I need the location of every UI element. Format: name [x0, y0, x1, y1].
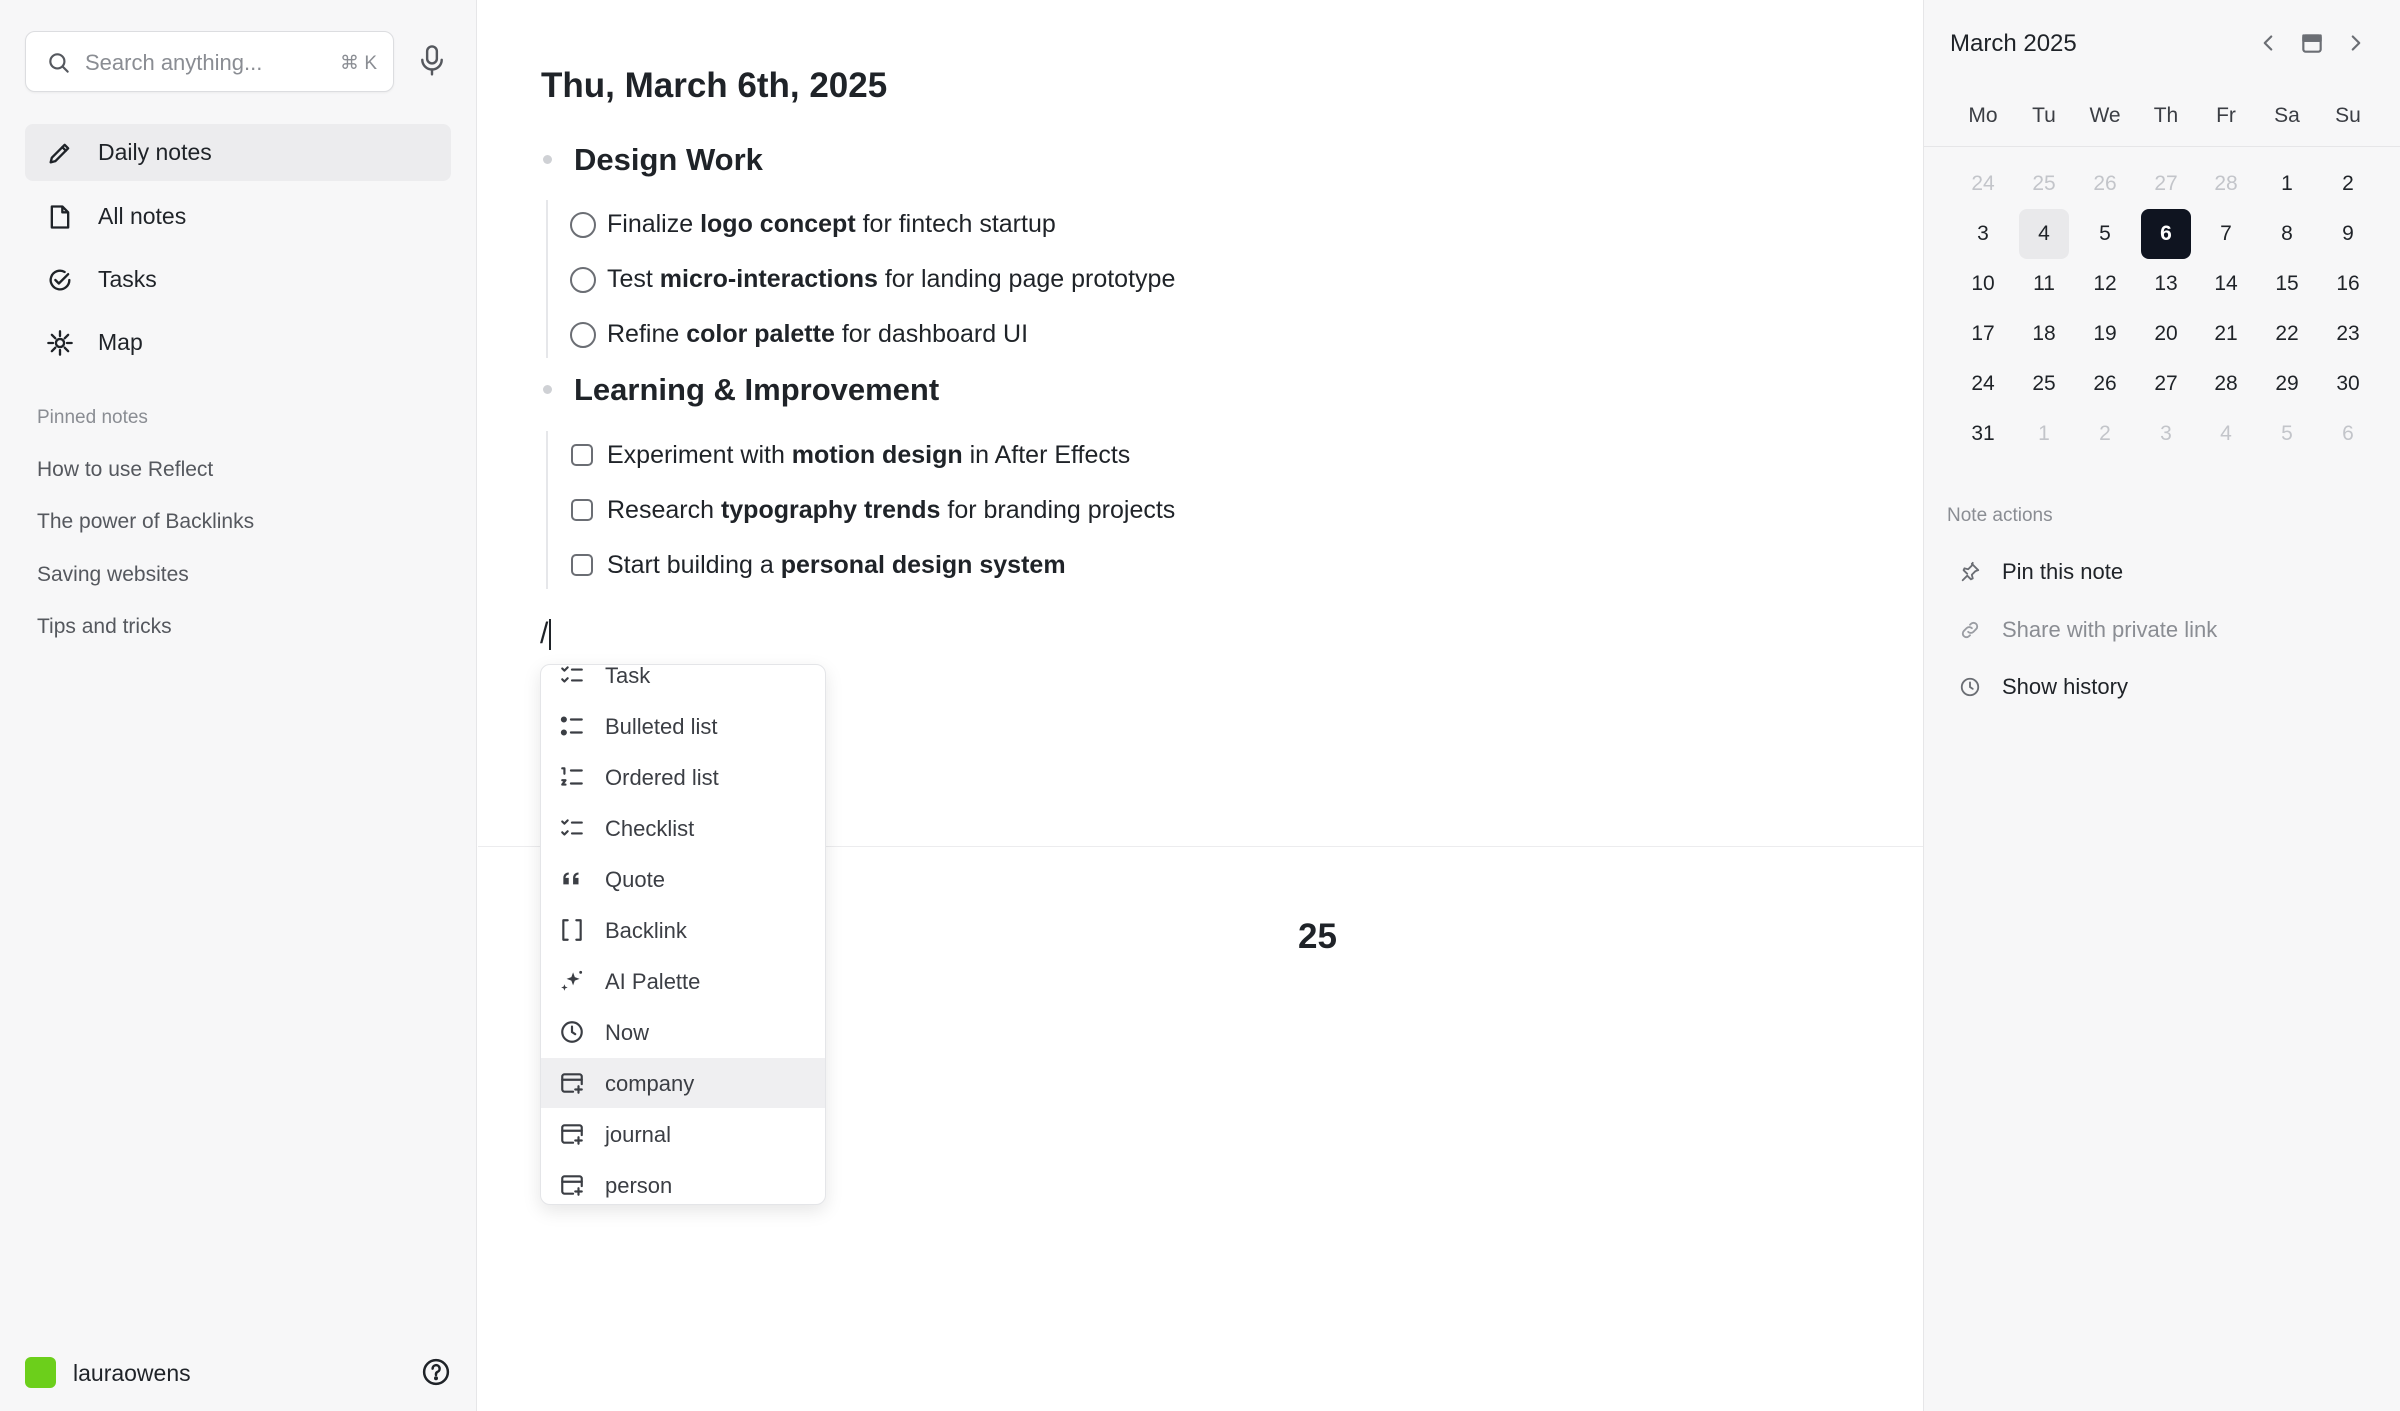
calendar-day[interactable]: 23	[2336, 322, 2360, 345]
sidebar-item-map[interactable]	[25, 314, 451, 371]
note-action-label: Show history	[2002, 674, 2128, 699]
calendar-day[interactable]: 24	[1971, 172, 1995, 195]
sidebar-item-label: Map	[98, 329, 143, 355]
menu-item-quote[interactable]	[541, 854, 826, 904]
chevron-left-icon[interactable]	[2255, 30, 2281, 56]
calendar-day[interactable]: 14	[2214, 272, 2238, 295]
calendar-day[interactable]: 16	[2336, 272, 2360, 295]
page-title: Thu, March 6th, 2025	[541, 66, 888, 105]
calendar-day[interactable]: 28	[2214, 172, 2238, 195]
calendar-day[interactable]: 1	[2038, 422, 2050, 445]
calendar-day[interactable]: 25	[2032, 172, 2056, 195]
calendar-divider	[1924, 146, 2400, 147]
menu-item-backlink[interactable]	[541, 905, 826, 955]
menu-item-label: Ordered list	[605, 765, 719, 790]
task-text[interactable]: Test micro-interactions for landing page prototype	[607, 265, 1176, 293]
calendar-day[interactable]: 17	[1971, 322, 1995, 345]
next-note-title: 25	[1298, 917, 1337, 956]
calendar-day[interactable]: 25	[2032, 372, 2056, 395]
calendar-day[interactable]: 7	[2220, 222, 2232, 245]
calendar-day[interactable]: 31	[1971, 422, 1995, 445]
username: lauraowens	[73, 1360, 191, 1386]
pinned-note-link[interactable]: Saving websites	[37, 563, 189, 586]
menu-item-label: AI Palette	[605, 969, 701, 994]
task-text[interactable]: Finalize logo concept for fintech startup	[607, 210, 1056, 238]
menu-item-label: Checklist	[605, 816, 695, 841]
calendar-day[interactable]: 9	[2342, 222, 2354, 245]
calendar-day[interactable]: 20	[2154, 322, 2178, 345]
checklist-text[interactable]: Research typography trends for branding projects	[607, 496, 1176, 524]
pin-icon	[1959, 561, 1981, 583]
calendar-day[interactable]: 28	[2214, 372, 2238, 395]
menu-item-now[interactable]	[541, 1007, 826, 1057]
checklist-text[interactable]: Start building a personal design system	[607, 551, 1066, 579]
checklist-text[interactable]: Experiment with motion design in After Effects	[607, 441, 1131, 469]
brackets-icon	[559, 917, 585, 943]
menu-item-label: person	[605, 1173, 673, 1198]
menu-item-person[interactable]	[541, 1160, 826, 1205]
weekday-label: Sa	[2274, 104, 2300, 127]
sidebar-item-all-notes[interactable]	[25, 188, 451, 245]
indent-guide	[546, 200, 548, 358]
pinned-note-link[interactable]: The power of Backlinks	[37, 510, 255, 533]
calendar-day[interactable]: 22	[2275, 322, 2299, 345]
weekday-label: Th	[2153, 104, 2179, 127]
heading-bullet	[543, 155, 552, 164]
calendar-day[interactable]: 5	[2099, 222, 2111, 245]
ordered-list-icon	[559, 764, 585, 790]
text-caret	[549, 619, 551, 650]
slash-command-text[interactable]: /	[540, 617, 549, 650]
user-account[interactable]	[25, 1357, 451, 1387]
weekday-label: Tu	[2032, 104, 2056, 127]
weekday-label: Fr	[2216, 104, 2236, 127]
slash-command-menu[interactable]	[540, 664, 826, 1205]
calendar-day[interactable]: 1	[2281, 172, 2293, 195]
task-radio[interactable]	[570, 267, 596, 293]
note-editor[interactable]	[478, 0, 1923, 1411]
calendar-day[interactable]: 15	[2275, 272, 2299, 295]
note-action-label: Pin this note	[2002, 559, 2124, 584]
calendar-day[interactable]: 3	[2160, 422, 2172, 445]
menu-item-label: Task	[605, 664, 651, 688]
calendar-day[interactable]: 26	[2093, 172, 2117, 195]
calendar-day[interactable]: 24	[1971, 372, 1995, 395]
search-placeholder: Search anything...	[85, 50, 263, 75]
calendar-day[interactable]: 5	[2281, 422, 2293, 445]
indent-guide	[546, 431, 548, 589]
weekday-label: Mo	[1968, 104, 1998, 127]
template-icon	[559, 1070, 585, 1096]
sidebar-item-daily-notes[interactable]	[25, 124, 451, 181]
checkbox[interactable]	[571, 444, 593, 466]
calendar-day[interactable]: 2	[2342, 172, 2354, 195]
calendar-day[interactable]: 27	[2154, 172, 2178, 195]
menu-item-label: Quote	[605, 867, 665, 892]
notes-icon	[46, 203, 74, 231]
calendar-day[interactable]: 4	[2220, 422, 2232, 445]
calendar-month-label: March 2025	[1950, 30, 2077, 57]
clock-icon	[559, 1019, 585, 1045]
menu-item-company[interactable]	[541, 1058, 826, 1108]
calendar-day[interactable]: 4	[2019, 209, 2069, 259]
weekday-label: We	[2089, 104, 2121, 127]
sparkle-icon	[559, 968, 585, 994]
bulleted-list-icon	[559, 713, 585, 739]
calendar-day[interactable]: 2	[2099, 422, 2111, 445]
section-heading: Design Work	[574, 142, 763, 177]
weekday-label: Su	[2335, 104, 2361, 127]
pinned-notes-heading: Pinned notes	[37, 407, 148, 428]
map-graph-icon	[46, 329, 74, 357]
search-shortcut: ⌘ K	[340, 53, 377, 74]
task-radio[interactable]	[570, 322, 596, 348]
section-heading: Learning & Improvement	[574, 372, 940, 407]
history-clock-icon	[1959, 676, 1981, 698]
calendar-day[interactable]: 21	[2214, 322, 2238, 345]
avatar	[25, 1357, 56, 1388]
calendar-day[interactable]: 13	[2154, 272, 2178, 295]
help-icon[interactable]	[421, 1357, 451, 1387]
menu-item-label: Backlink	[605, 918, 687, 943]
menu-item-ordered-list[interactable]	[541, 752, 826, 802]
calendar-day[interactable]: 6	[2141, 209, 2191, 259]
checkbox[interactable]	[571, 554, 593, 576]
check-circle-icon	[46, 266, 74, 294]
search-input[interactable]	[25, 31, 394, 92]
heading-bullet	[543, 385, 552, 394]
task-list-icon	[559, 664, 585, 688]
calendar-day[interactable]: 19	[2093, 322, 2117, 345]
menu-item-ai-palette[interactable]	[541, 956, 826, 1006]
menu-item-label: journal	[605, 1122, 672, 1147]
calendar-day[interactable]: 8	[2281, 222, 2293, 245]
calendar-day[interactable]: 30	[2336, 372, 2360, 395]
checklist-icon	[559, 815, 585, 841]
menu-item-label: company	[605, 1071, 695, 1096]
task-text[interactable]: Refine color palette for dashboard UI	[607, 320, 1029, 348]
calendar-day[interactable]: 3	[1977, 222, 1989, 245]
template-icon	[559, 1121, 585, 1147]
menu-item-label: Bulleted list	[605, 714, 718, 739]
pencil-icon	[46, 139, 74, 167]
link-icon	[1959, 619, 1981, 641]
calendar-today-icon[interactable]	[2299, 30, 2325, 56]
menu-item-checklist[interactable]	[541, 803, 826, 853]
sidebar-item-label: All notes	[98, 203, 187, 229]
checkbox[interactable]	[571, 499, 593, 521]
microphone-icon[interactable]	[417, 44, 447, 78]
calendar-day[interactable]: 18	[2032, 322, 2056, 345]
calendar-day[interactable]: 10	[1971, 272, 1995, 295]
pinned-note-link[interactable]: How to use Reflect	[37, 458, 214, 481]
sidebar-item-label: Daily notes	[98, 139, 212, 165]
chevron-right-icon[interactable]	[2343, 30, 2369, 56]
sidebar-item-label: Tasks	[98, 266, 157, 292]
sidebar-item-tasks[interactable]	[25, 251, 451, 308]
calendar-day[interactable]: 11	[2033, 272, 2055, 295]
note-actions-heading: Note actions	[1947, 505, 2053, 526]
menu-item-label: Now	[605, 1020, 650, 1045]
task-radio[interactable]	[570, 212, 596, 238]
menu-item-task[interactable]	[541, 664, 826, 700]
note-action-label: Share with private link	[2002, 617, 2218, 642]
right-panel	[1923, 0, 2400, 1411]
quote-icon	[559, 866, 585, 892]
calendar-day[interactable]: 12	[2093, 272, 2117, 295]
pinned-note-link[interactable]: Tips and tricks	[37, 615, 172, 638]
menu-item-journal[interactable]	[541, 1109, 826, 1159]
search-icon	[46, 50, 72, 76]
template-icon	[559, 1172, 585, 1198]
calendar-day[interactable]: 27	[2154, 372, 2178, 395]
menu-item-bulleted-list[interactable]	[541, 701, 826, 751]
left-sidebar	[0, 0, 477, 1411]
calendar-day[interactable]: 6	[2342, 422, 2354, 445]
calendar-day[interactable]: 26	[2093, 372, 2117, 395]
calendar-day[interactable]: 29	[2275, 372, 2299, 395]
